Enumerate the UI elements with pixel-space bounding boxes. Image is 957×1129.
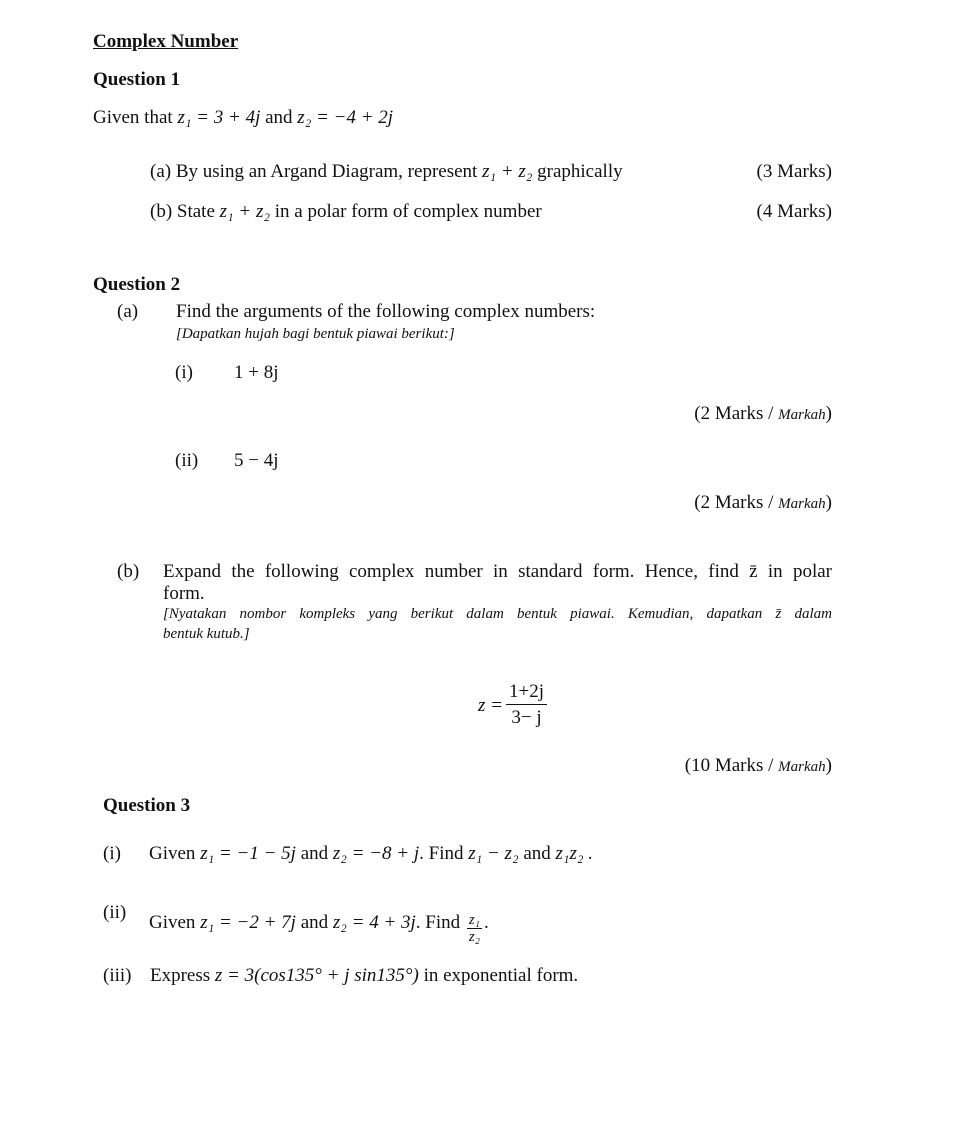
fraction-denominator: z₂ bbox=[468, 929, 480, 945]
q2-a-text: Find the arguments of the following complex numbers: bbox=[176, 301, 596, 322]
equation-lhs: z = bbox=[478, 695, 503, 716]
q3-iii-text bbox=[150, 965, 578, 987]
q1-z2: z₂ = −4 + 2j bbox=[297, 107, 394, 128]
q3-ii-z1: z₁ = −2 + 7j bbox=[200, 911, 296, 933]
q2-ii-marks: (2 Marks / Markah) bbox=[694, 492, 832, 513]
marks-text: (2 Marks / bbox=[694, 403, 779, 424]
q3-ii-z2: z₂ = 4 + 3j bbox=[332, 911, 416, 933]
q2-a-malay: [Dapatkan hujah bagi bentuk piawai berikut:] bbox=[176, 326, 455, 342]
q3-iii-math: z = 3(cos135° + j sin135°) bbox=[214, 965, 419, 986]
markah-text: Markah bbox=[778, 759, 826, 775]
q2-b-malay2: bentuk kutub.] bbox=[163, 626, 250, 642]
equation-denominator: 3− j bbox=[511, 707, 542, 728]
q3-ii-text: Given z₁ = −2 + 7j and z₂ = 4 + 3j. Find $\frac{\text{z₁}}{\text{z₂}}$ . bbox=[149, 911, 489, 945]
q1-a-math: z₁ + z₂ bbox=[482, 161, 533, 182]
markah-text: Markah bbox=[778, 407, 826, 423]
q1-b-marks: (4 Marks) bbox=[756, 201, 832, 222]
equation-numerator: 1+2j bbox=[506, 680, 547, 705]
q2-ii-expr: 5 − 4j bbox=[234, 450, 279, 471]
q3-iii-label: (iii) bbox=[103, 965, 132, 986]
q1-a-text: By using an Argand Diagram, represent bbox=[175, 161, 478, 182]
q1-b-text: State bbox=[176, 201, 215, 222]
q1-b-text2: in a polar form of complex number bbox=[274, 201, 542, 222]
q1-z1: z₁ = 3 + 4j bbox=[177, 107, 261, 128]
q2-a-label: (a) bbox=[117, 301, 139, 322]
question-2-heading: Question 2 bbox=[93, 274, 181, 295]
q2-b-malay1: [Nyatakan nombor kompleks yang berikut dalam bentuk piawai. Kemudian, dapatkan z̄ dalam bbox=[163, 606, 832, 622]
question-1-heading: Question 1 bbox=[93, 69, 181, 90]
find-text: . Find bbox=[419, 843, 464, 864]
q1-and: and bbox=[265, 107, 293, 128]
q3-i-m2: z₁z₂ . bbox=[555, 843, 593, 864]
given-text: Given bbox=[149, 911, 196, 933]
q3-i-text bbox=[149, 843, 593, 865]
q3-i-z1: z₁ = −1 − 5j bbox=[200, 843, 296, 864]
given-text: Given bbox=[149, 843, 196, 864]
q2-b-label: (b) bbox=[117, 561, 140, 582]
q1-a-text2: graphically bbox=[537, 161, 623, 182]
and-text: and bbox=[523, 843, 551, 864]
q3-i-m1: z₁ − z₂ bbox=[468, 843, 519, 864]
q1-given-label: Given that bbox=[93, 107, 173, 128]
q2-i-label: (i) bbox=[175, 362, 193, 383]
marks-text: (10 Marks / bbox=[684, 755, 779, 776]
q1-a-marks: (3 Marks) bbox=[756, 161, 832, 182]
q1-b-label: (b) bbox=[150, 201, 173, 222]
q1-given bbox=[93, 107, 393, 129]
equation-fraction bbox=[506, 680, 547, 731]
question-3-heading: Question 3 bbox=[103, 795, 191, 816]
q1-a-label: (a) bbox=[150, 161, 172, 182]
fraction-numerator: z₁ bbox=[468, 912, 480, 928]
and-text: and bbox=[300, 911, 329, 933]
q3-i-label: (i) bbox=[103, 843, 121, 864]
q2-i-expr: 1 + 8j bbox=[234, 362, 279, 383]
q3-ii-fraction bbox=[467, 912, 482, 945]
q3-iii-tail: in exponential form. bbox=[423, 965, 579, 986]
q1-part-b bbox=[150, 201, 542, 223]
q2-b-marks: (10 Marks / Markah) bbox=[684, 755, 832, 776]
q3-i-z2: z₂ = −8 + j bbox=[332, 843, 420, 864]
q2-i-marks: (2 Marks / Markah) bbox=[694, 403, 832, 424]
q2-ii-label: (ii) bbox=[175, 450, 199, 471]
q2-b-line1: Expand the following complex number in standard form. Hence, find z̄ in polar bbox=[163, 561, 832, 582]
markah-text: Markah bbox=[778, 496, 826, 512]
and-text: and bbox=[300, 843, 329, 864]
marks-text: (2 Marks / bbox=[694, 492, 779, 513]
q1-part-a bbox=[150, 161, 623, 183]
page-title: Complex Number bbox=[93, 31, 239, 52]
q1-b-math: z₁ + z₂ bbox=[219, 201, 270, 222]
q2-b-line2: form. bbox=[163, 583, 205, 604]
q3-ii-label: (ii) bbox=[103, 902, 127, 923]
find-text: . Find bbox=[415, 911, 461, 933]
express-text: Express bbox=[150, 965, 211, 986]
